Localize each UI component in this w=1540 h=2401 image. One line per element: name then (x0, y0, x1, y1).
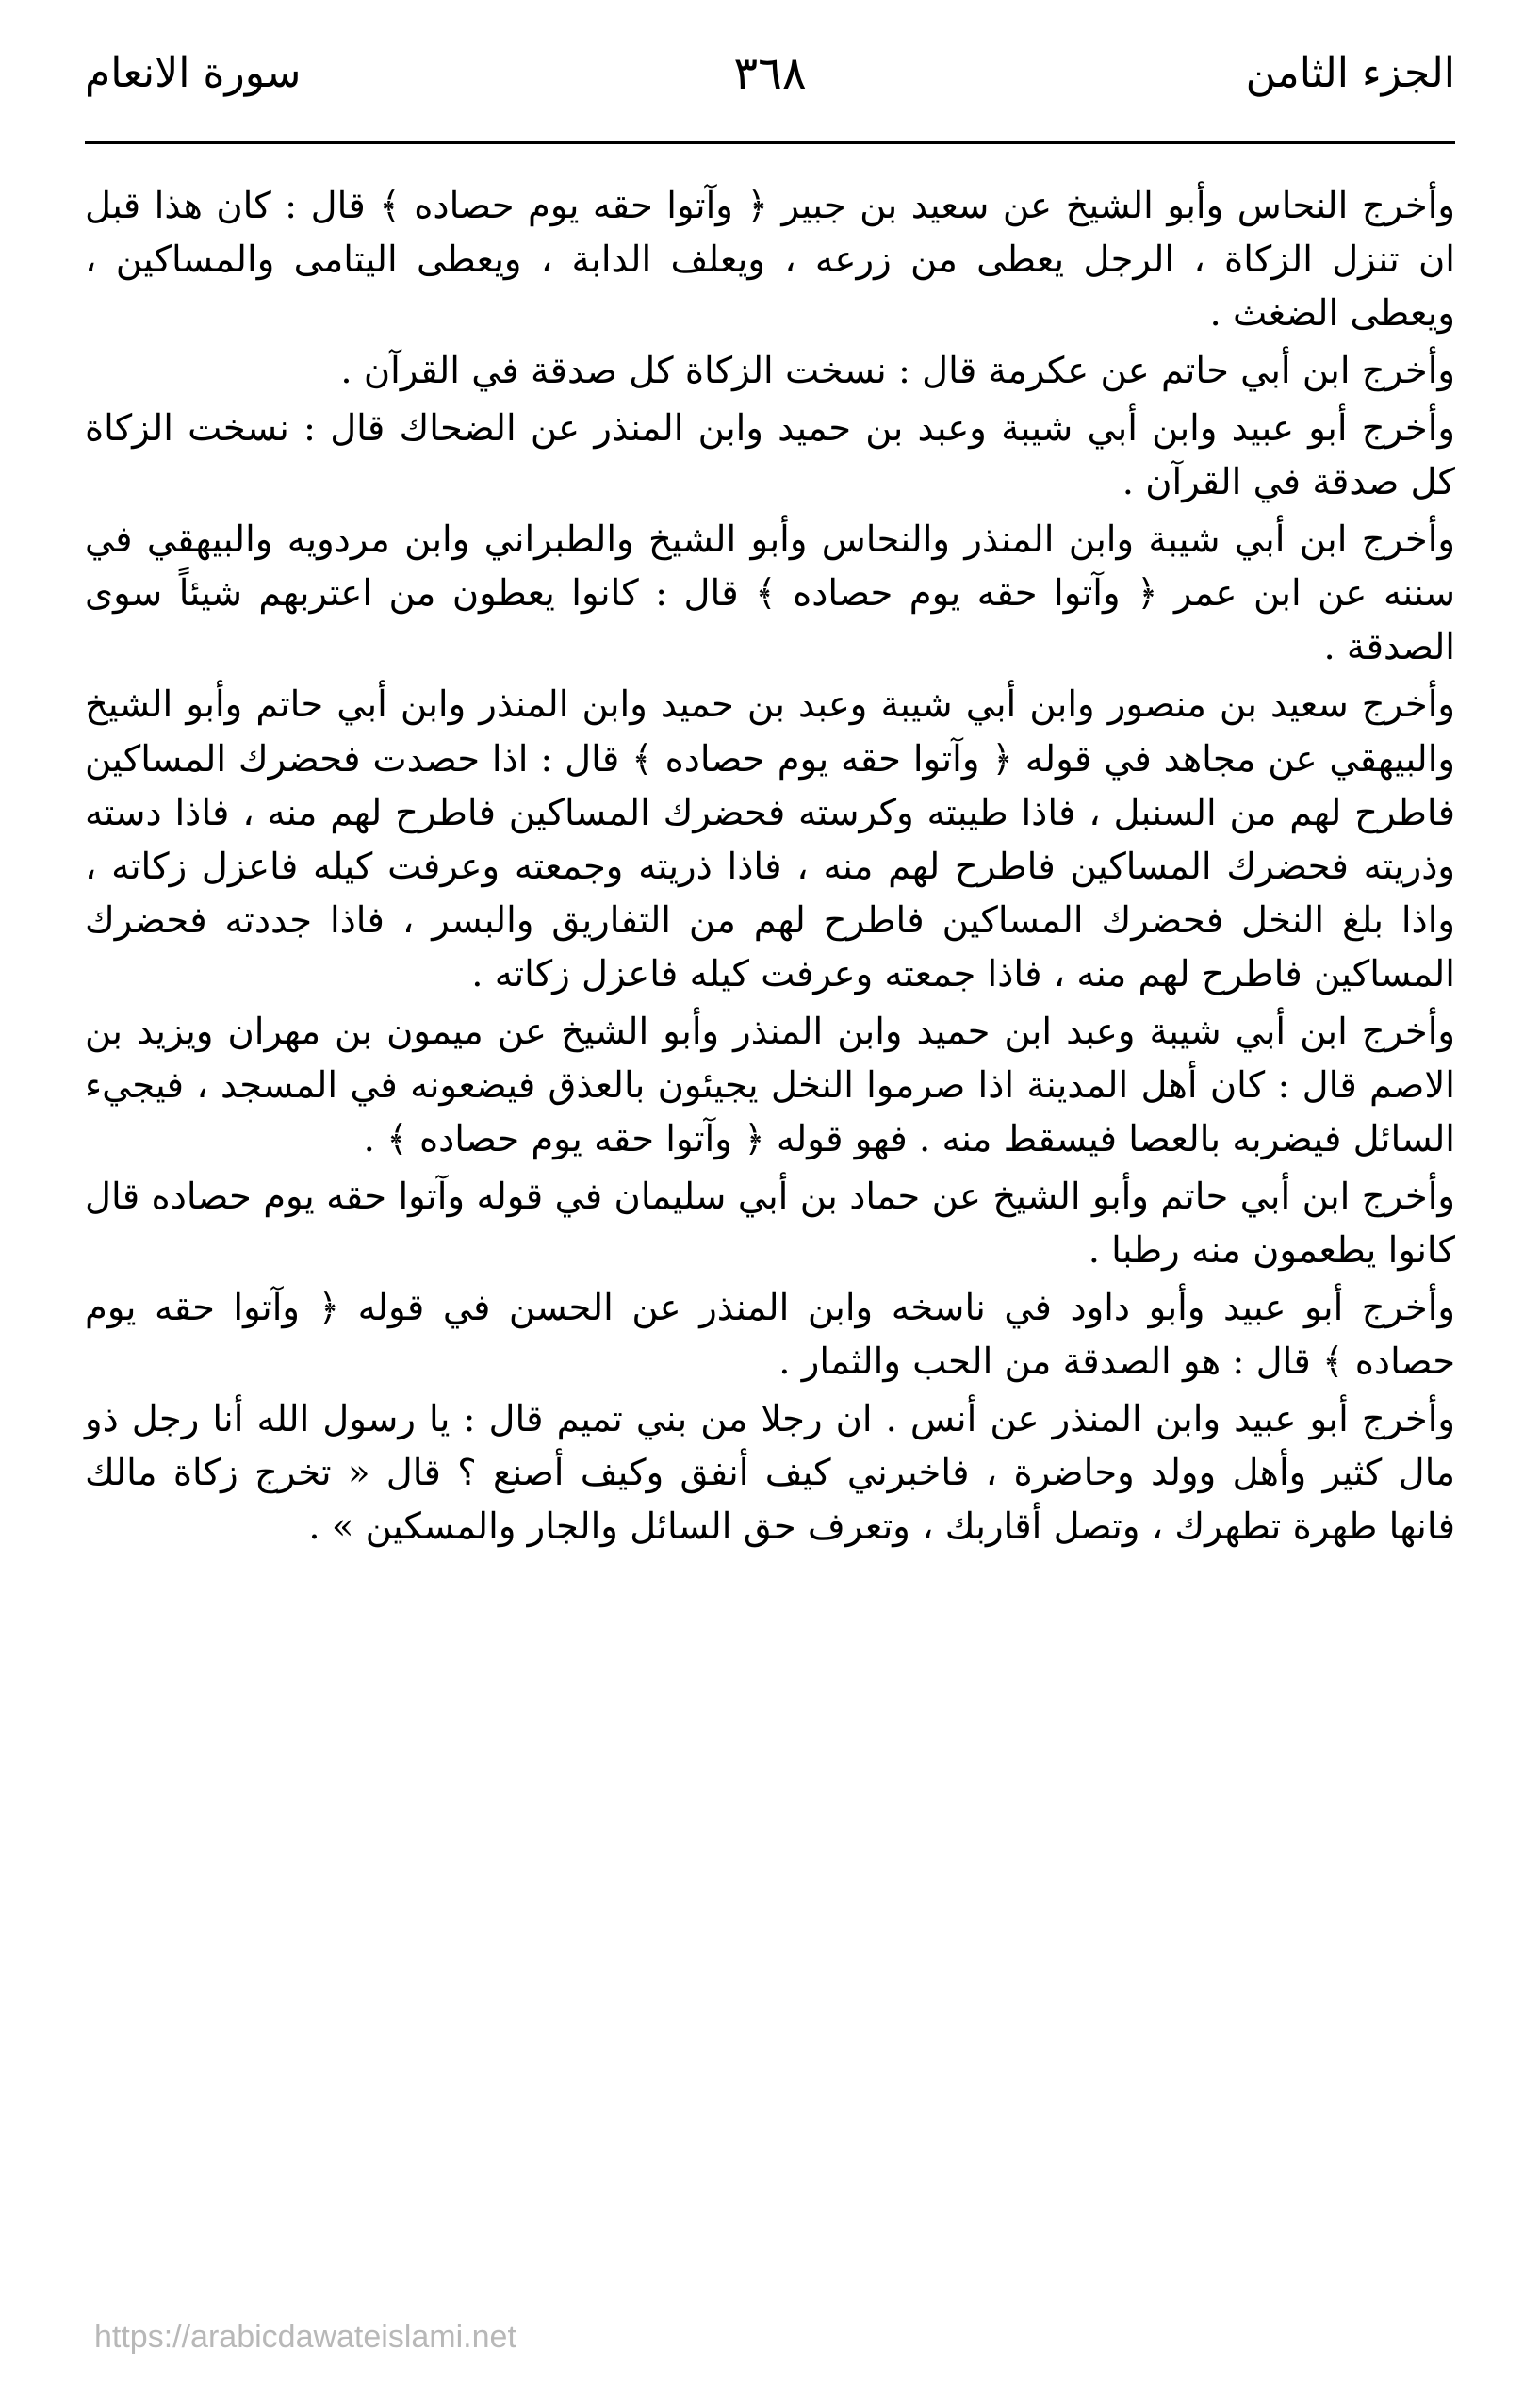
paragraph: وأخرج أبو عبيد وابن المنذر عن أنس . ان رجلا من بني تميم قال : يا رسول الله أنا رجل ذو مال كثير وأهل وولد وحاضرة ، فاخبرني كيف أنفق وكيف أصنع ؟ قال « تخرج زكاة مالك فانها طهرة تطهرك ، وتصل أقاربك ، وتعرف حق السائل والجار والمسكين » . (85, 1398, 1455, 1549)
paragraph: وأخرج سعيد بن منصور وابن أبي شيبة وعبد بن حميد وابن المنذر وابن أبي حاتم وأبو الشيخ والبيهقي عن مجاهد في قوله ﴿ وآتوا حقه يوم حصاده ﴾ قال : اذا حصدت فحضرك المساكين فاطرح لهم من السنبل ، فاذا طيبته وكرسته فحضرك المساكين فاطرح لهم منه ، فاذا دسته وذريته فحضرك المساكين فاطرح لهم منه ، فاذا ذريته وجمعته وعرفت كيله فاعزل زكاته ، واذا بلغ النخل فحضرك المساكين فاطرح لهم من التفاريق والبسر ، فاذا جددته فحضرك المساكين فاطرح لهم منه ، فاذا جمعته وعرفت كيله فاعزل زكاته . (85, 683, 1455, 995)
page-body (85, 179, 1455, 1554)
juz-label: الجزء الثامن (1245, 49, 1455, 97)
paragraph: وأخرج النحاس وأبو الشيخ عن سعيد بن جبير ﴿ وآتوا حقه يوم حصاده ﴾ قال : كان هذا قبل ان تنزل الزكاة ، الرجل يعطى من زرعه ، ويعلف الدابة ، ويعطى اليتامى والمساكين ، ويعطى الضغث . (85, 185, 1455, 336)
header-divider (85, 141, 1455, 144)
paragraph: وأخرج ابن أبي حاتم وأبو الشيخ عن حماد بن أبي سليمان في قوله وآتوا حقه يوم حصاده قال كانوا يطعمون منه رطبا . (85, 1176, 1455, 1273)
page-header (85, 26, 1455, 121)
page-number: ٣٦٨ (733, 47, 807, 100)
paragraph: وأخرج أبو عبيد وأبو داود في ناسخه وابن المنذر عن الحسن في قوله ﴿ وآتوا حقه يوم حصاده ﴾ قال : هو الصدقة من الحب والثمار . (85, 1287, 1455, 1384)
watermark-url: https://arabicdawateislami.net (94, 2319, 516, 2355)
paragraph: وأخرج ابن أبي شيبة وابن المنذر والنحاس وأبو الشيخ والطبراني وابن مردويه والبيهقي في سننه عن ابن عمر ﴿ وآتوا حقه يوم حصاده ﴾ قال : كانوا يعطون من اعتربهم شيئاً سوى الصدقة . (85, 518, 1455, 669)
paragraph: وأخرج أبو عبيد وابن أبي شيبة وعبد بن حميد وابن المنذر عن الضحاك قال : نسخت الزكاة كل صدقة في القرآن . (85, 407, 1455, 504)
surah-title: سورة الانعام (85, 49, 302, 97)
paragraph: وأخرج ابن أبي حاتم عن عكرمة قال : نسخت الزكاة كل صدقة في القرآن . (340, 350, 1455, 393)
paragraph: وأخرج ابن أبي شيبة وعبد ابن حميد وابن المنذر وأبو الشيخ عن ميمون بن مهران ويزيد بن الاصم قال : كان أهل المدينة اذا صرموا النخل يجيئون بالعذق فيضعونه في المسجد ، فيجيء السائل فيضربه بالعصا فيسقط منه . فهو قوله ﴿ وآتوا حقه يوم حصاده ﴾ . (85, 1010, 1455, 1161)
